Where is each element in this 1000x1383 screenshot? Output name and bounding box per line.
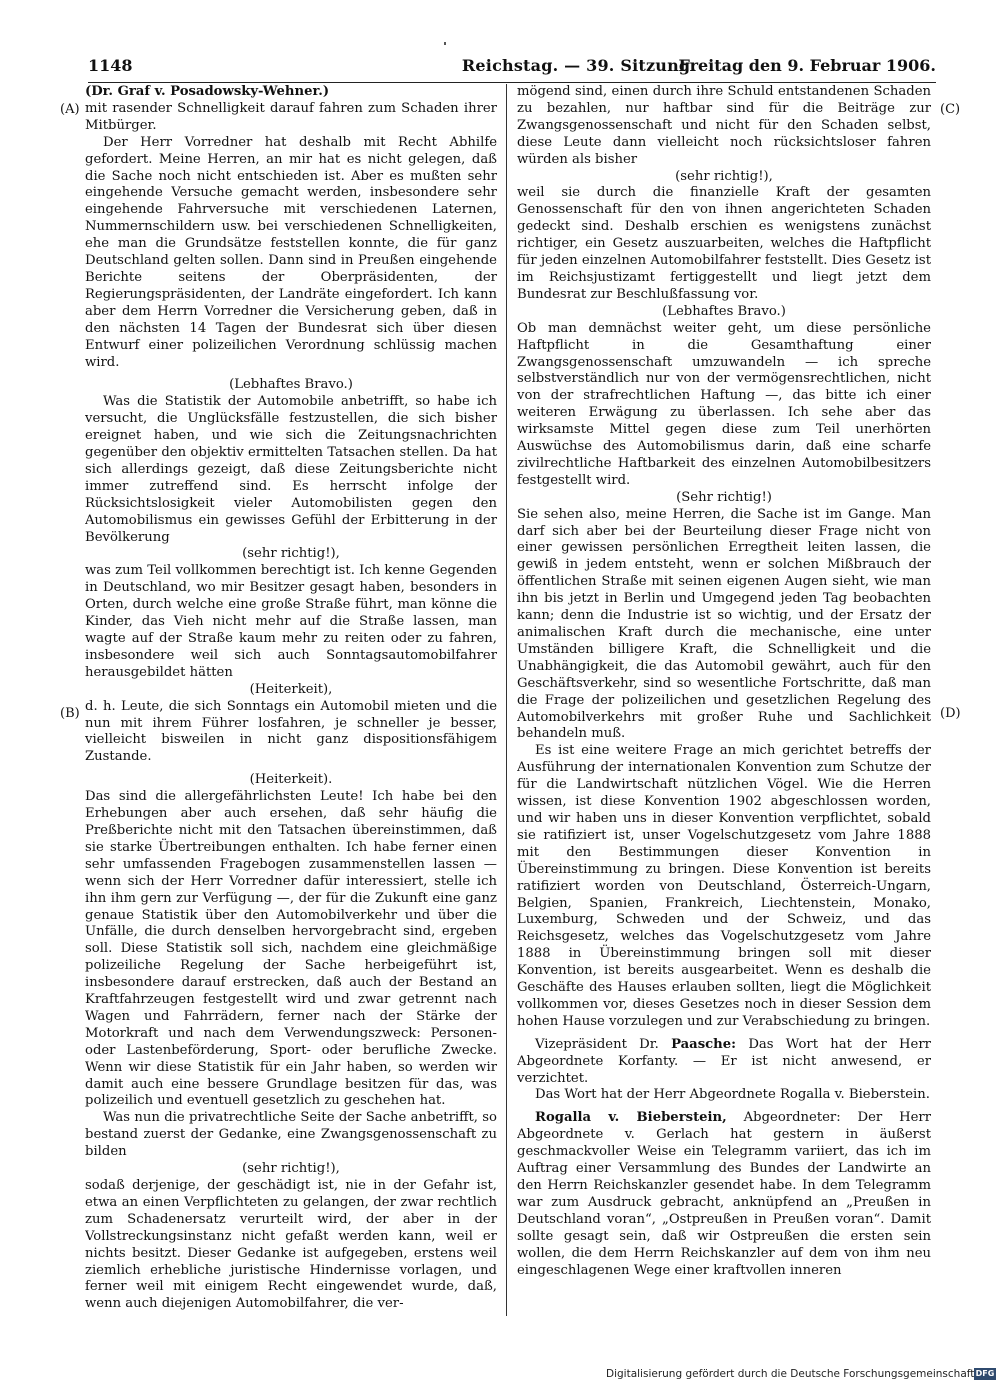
print-mark (444, 42, 446, 45)
interjection: (Lebhaftes Bravo.) (229, 377, 353, 393)
margin-marker-a: (A) (60, 102, 80, 117)
paragraph: Es ist eine weitere Frage an mich gerichtet betreffs der Ausführung der internationalen Konvention zum Schutze der für die Landwirtschaft nützlichen Vögel. Wie die Herren wissen, ist diese Konvention 1902 abgeschlossen worden, und wir haben uns in dieser Konvention verpflichtet, sobald sie ratifiziert ist, unser Vogelschutzgesetz vom Jahre 1888 mit den Bestimmungen dieser Konvention in Übereinstimmung zu bringen. Diese Konvention ist bereits ratifiziert worden von Deutschland, Österreich-Ungarn, Belgien, Spanien, Frankreich, Liechtenstein, Monako, Luxemburg, Schweden und der Schweiz, und das Reichsgesetz, welches das Vogelschutzgesetz vom Jahre 1888 in Übereinstimmung bringen soll mit dieser Konvention, ist bereits ausgearbeitet. Wenn es deshalb die Geschäfte des Hauses erlauben sollten, liegt die Möglichkeit vollkommen vor, dieses Gesetzes noch in dieser Session dem hohen Hause vorzulegen und zur Verabschiedung zu bringen. (517, 743, 931, 1029)
paragraph: sodaß derjenige, der geschädigt ist, nie in der Gefahr ist, etwa an einen Verpflichteten zu gelangen, der zwar rechtlich zum Schadenersatz verurteilt wird, der aber in der Vollstreckungsinstanz nicht gefaßt werden kann, weil er nichts besitzt. Dieser Gedanke ist aufgegeben, erstens weil ziemlich erhebliche juristische Hindernisse vorlagen, und ferner weil mit einigem Recht eingewendet wurde, daß, wenn auch diejenigen Automobilfahrer, die ver- (85, 1178, 497, 1312)
speech-start (517, 1110, 931, 1279)
page-number: 1148 (88, 56, 133, 75)
page-header (88, 56, 936, 83)
vice-president-statement (517, 1037, 931, 1088)
speaker-attribution: (Dr. Graf v. Posadowsky-Wehner.) (85, 84, 330, 99)
paragraph: Das sind die allergefährlichsten Leute! Ich habe bei den Erhebungen aber auch ersehen, daß sehr häufig die Preßberichte nicht mit den Tatsachen übereinstimmen, daß sie starke Übertreibungen enthalten. Ich habe ferner einen sehr umfassenden Fragebogen zusammenstellen lassen — wenn sich der Herr Vorredner dafür interessiert, stelle ich ihn ihm gern zur Verfügung —, der für die Zukunft eine ganz genaue Statistik über den Automobilverkehr und über die Unfälle, die durch denselben hervorgebracht sind, ergeben soll. Diese Statistik soll sich, nachdem eine gleichmäßige polizeiliche Regelung der Sache herbeigeführt ist, insbesondere darauf erstrecken, daß auch der Bestand an Kraftfahrzeugen festgestellt wird und zwar getrennt nach Wagen und Fahrrädern, ferner nach der Stärke der Motorkraft und nach dem Verwendungszweck: Personen- oder Lastenbeförderung, Sport- oder berufliche Zwecke. Wenn wir diese Statistik für ein Jahr haben, so werden wir damit auch eine bessere Grundlage besitzen für das, was polizeilich und eventuell gesetzlich zu geschehen hat. (85, 789, 497, 1109)
header-title: Reichstag. — 39. Sitzung. (461, 56, 697, 75)
speaker-name: Rogalla v. Bieberstein, (535, 1110, 727, 1126)
vp-label: Vizepräsident Dr. (535, 1036, 659, 1052)
paragraph: Der Herr Vorredner hat deshalb mit Recht Abhilfe gefordert. Meine Herren, an mir hat es nicht gelegen, daß die Sache noch nicht entschieden ist. Aber es mußten sehr eingehende Versuche gemacht werden, insbesondere sehr eingehende Fahrversuche mit verschiedenen Laternen, Nummernschildern usw. bei verschiedenen Schnelligkeiten, ehe man die Grundsätze feststellen konnte, die für ganz Deutschland gelten sollen. Dann sind in Preußen eingehende Berichte seitens der Oberpräsidenten, der Regierungspräsidenten, der Landräte eingefordert. Ich kann aber dem Herrn Vorredner die Versicherung geben, daß in den nächsten 14 Tagen der Bundesrat sich über diesen Entwurf einer polizeilichen Verordnung schlüssig machen wird. (85, 134, 497, 370)
interjection: (sehr richtig!), (242, 1161, 340, 1177)
header-date: Freitag den 9. Februar 1906. (678, 56, 936, 75)
interjection: (Lebhaftes Bravo.) (662, 303, 786, 319)
margin-marker-c: (C) (940, 102, 961, 117)
interjection: (sehr richtig!), (242, 546, 340, 562)
margin-marker-b: (B) (60, 706, 80, 721)
interjection: (sehr richtig!), (675, 168, 773, 184)
digitization-footer (606, 1368, 996, 1382)
column-divider (506, 84, 507, 1316)
paragraph: was zum Teil vollkommen berechtigt ist. Ich kenne Gegenden in Deutschland, wo mir Besitzer gesagt haben, besonders in Orten, durch welche eine große Straße führt, man könne die Kinder, das Vieh nicht mehr auf die Straße lassen, man wagte auf der Straße kaum mehr zu reiten oder zu fahren, insbesondere weil sich auch Sonntagsautomobilfahrer herausgebildet hätten (85, 563, 497, 680)
interjection: (Heiterkeit), (249, 681, 333, 697)
paragraph: Sie sehen also, meine Herren, die Sache ist im Gange. Man darf sich aber bei der Beurteilung dieser Frage nicht von einer gewissen persönlichen Erregtheit leiten lassen, die gewiß in jedem entsteht, wenn er solchen Mißbrauch der öffentlichen Straße mit seinen eigenen Augen sieht, wie man ihn bis jetzt in Berlin und Umgegend jeden Tag beobachten kann; denn die Industrie ist so wichtig, und der Ersatz der animalischen Kraft durch die mechanische, eine unter Umständen billigere Kraft, die Schnelligkeit und die Unabhängigkeit, die das Automobil gewährt, auch für den Geschäftsverkehr, sind so wesentliche Fortschritte, daß man die Frage der polizeilichen und gesetzlichen Regelung des Automobilverkehrs mit großer Ruhe und Sachlichkeit behandeln muß. (517, 506, 931, 742)
dfg-logo: DFG (975, 1369, 995, 1378)
paragraph: mit rasender Schnelligkeit darauf fahren zum Schaden ihrer Mitbürger. (85, 100, 497, 133)
paragraph: weil sie durch die finanzielle Kraft der gesamten Genossenschaft für den von ihnen angerichteten Schaden gedeckt sind. Deshalb erschien es wenigstens zunächst richtiger, ein Gesetz auszuarbeiten, welches die Haftpflicht für jeden einzelnen Automobilfahrer feststellt. Dies Gesetz ist im Reichsjustizamt fertiggestellt und liegt jetzt dem Bundesrat zur Beschlußfassung vor. (517, 185, 931, 302)
interjection: (Sehr richtig!) (676, 489, 772, 505)
paragraph: Das Wort hat der Herr Abgeordnete Rogalla v. Bieberstein. (535, 1087, 930, 1103)
vp-text: Das Wort hat der Herr Abgeordnete Korfanty. — Er ist nicht anwesend, er verzichtet. (517, 1036, 931, 1086)
interjection: (Heiterkeit). (249, 772, 333, 788)
paragraph: mögend sind, einen durch ihre Schuld entstandenen Schaden zu bezahlen, nur haftbar sind für die Beiträge zur Zwangsgenossenschaft und nicht für den Schaden selbst, diese Leute dann vielleicht noch rücksichtsloser fahren würden als bisher (517, 84, 931, 167)
paragraph: Was die Statistik der Automobile anbetrifft, so habe ich versucht, die Unglücksfälle festzustellen, die sich bisher ereignet haben, und wie sich die Zeitungsnachrichten gegenüber den objektiv ermittelten Tatsachen stellen. Da hat sich allerdings gezeigt, daß diese Zeitungsberichte nicht immer zutreffend sind. Es herrscht infolge der Rücksichtslosigkeit vieler Automobilisten gegen den Automobilismus ein gewisses Gefühl der Erbitterung in der Bevölkerung (85, 394, 497, 545)
paragraph: Ob man demnächst weiter geht, um diese persönliche Haftpflicht in die Gesamthaftung einer Zwangsgenossenschaft umzuwandeln — ich spreche selbstverständlich nur von der vermögensrechtlichen, nicht von der strafrechtlichen Haftung —, das bitte ich einer weiteren Erwägung zu überlassen. Ich sehe aber das wirksamste Mittel gegen diese zum Teil unerhörten Auswüchse des Automobilismus darin, daß eine scharfe zivilrechtliche Haftbarkeit des einzelnen Automobilbesitzers festgestellt wird. (517, 320, 931, 488)
left-column (85, 84, 497, 1316)
speech-text: Abgeordneter: Der Herr Abgeordnete v. Gerlach hat gestern in äußerst geschmackvoller Weise ein Telegramm variiert, das ich im Auftrag einer Versammlung des Bundes der Landwirte an den Herrn Reichskanzler gesendet habe. In dem Telegramm war zum Ausdruck gebracht, anknüpfend an „Preußen in Deutschland voran“, „Ostpreußen in Preußen voran“. Damit sollte gesagt sein, daß wir Ostpreußen die ersten sein wollen, die dem Herrn Reichskanzler auf dem von ihm neu eingeschlagenen Wege einer kraftvollen inneren (517, 1110, 931, 1278)
margin-marker-d: (D) (940, 706, 961, 721)
footer-text: Digitalisierung gefördert durch die Deutsche Forschungsgemeinschaft (606, 1368, 975, 1380)
paragraph: d. h. Leute, die sich Sonntags ein Automobil mieten und die nun mit ihrem Führer losfahren, je schneller je besser, vielleicht bisweilen in nicht ganz dispositionsfähigem Zustande. (85, 698, 497, 765)
right-column (517, 84, 931, 1316)
vp-name: Paasche: (671, 1036, 737, 1052)
paragraph: Was nun die privatrechtliche Seite der Sache anbetrifft, so bestand zuerst der Gedanke, eine Zwangsgenossenschaft zu bilden (85, 1110, 497, 1160)
